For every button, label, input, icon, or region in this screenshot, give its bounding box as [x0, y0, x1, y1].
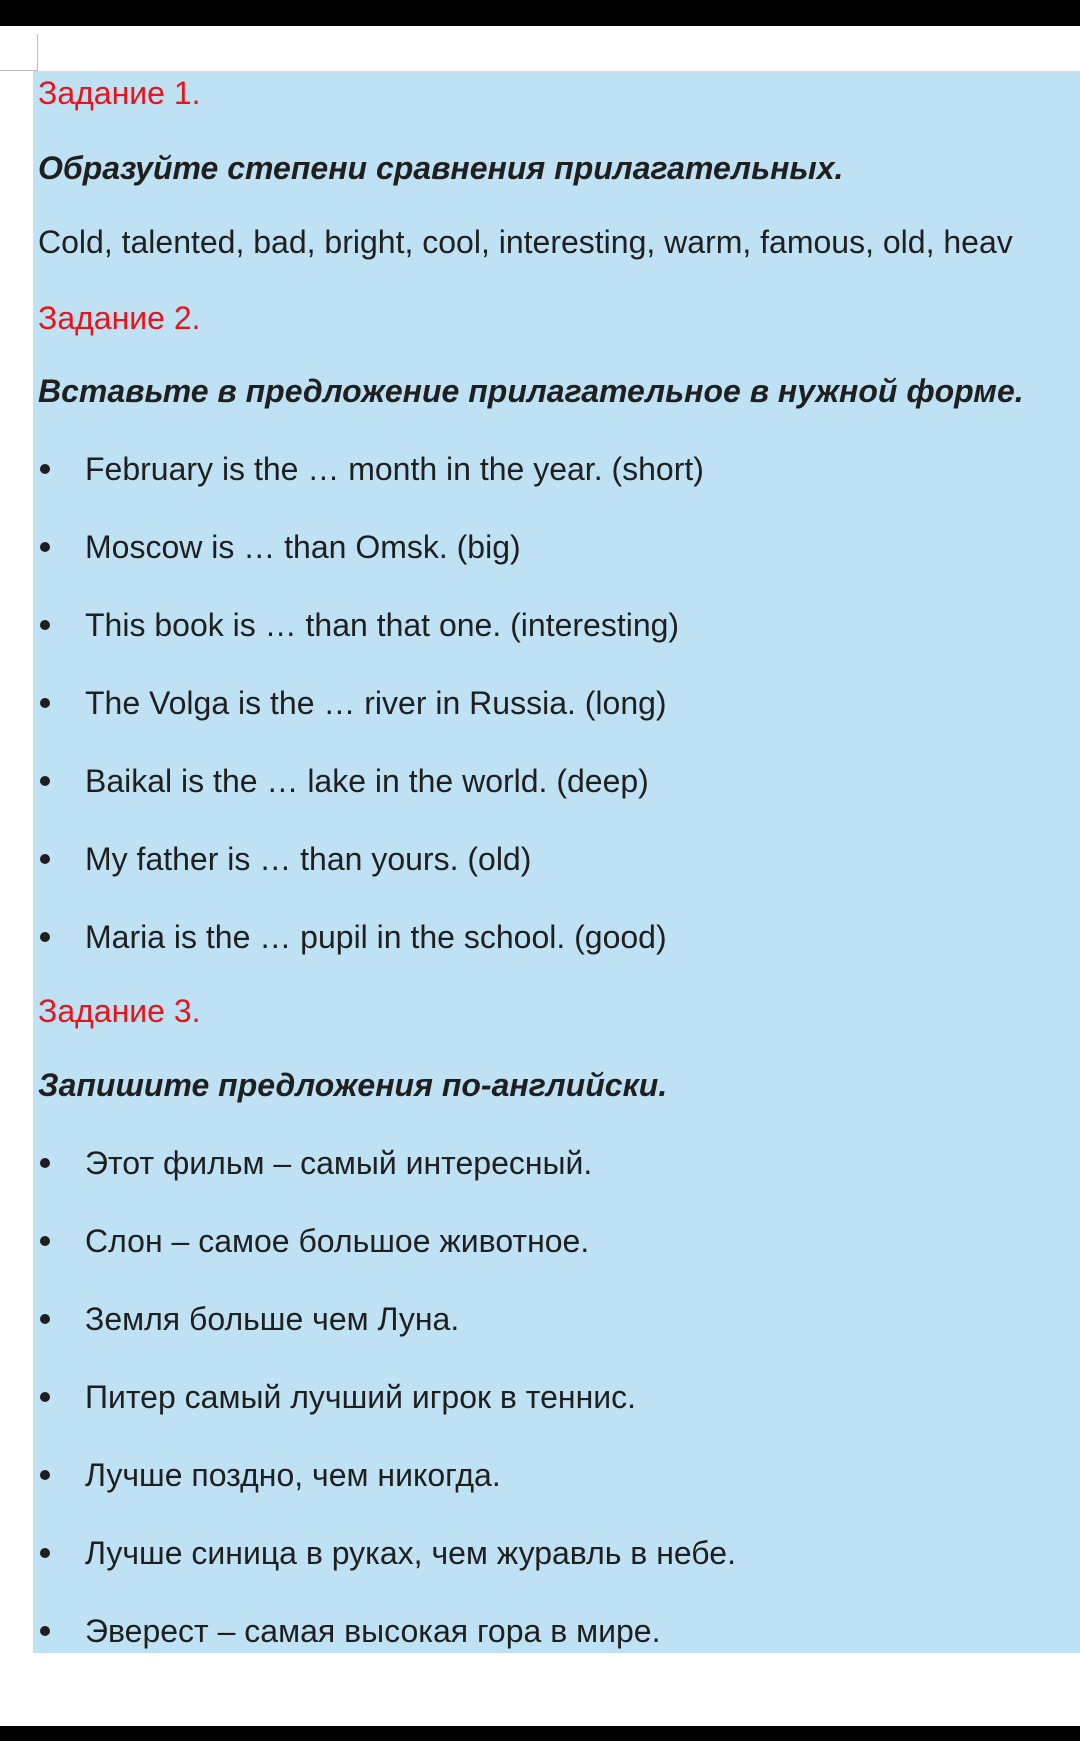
task3-item-text: Земля больше чем Луна. — [85, 1301, 460, 1337]
task3-heading: Задание 3. — [38, 993, 201, 1029]
task1-instruction: Образуйте степени сравнения прилагательных. — [38, 150, 844, 186]
bottom-navigation-bar — [0, 1726, 1080, 1741]
bullet-icon — [40, 1470, 50, 1480]
document-content — [33, 71, 1080, 1653]
task1-word-list: Cold, talented, bad, bright, cool, interesting, warm, famous, old, heav — [38, 224, 1013, 260]
bullet-icon — [40, 1236, 50, 1246]
bullet-icon — [40, 464, 50, 474]
task3-item-text: Лучше синица в руках, чем журавль в небе. — [85, 1535, 736, 1571]
task2-instruction: Вставьте в предложение прилагательное в нужной форме. — [38, 373, 1024, 409]
task2-item-text: February is the … month in the year. (short) — [85, 451, 704, 487]
bullet-icon — [40, 1626, 50, 1636]
task3-item-text: Лучше поздно, чем никогда. — [85, 1457, 501, 1493]
task3-item-text: Слон – самое большое животное. — [85, 1223, 590, 1259]
bullet-icon — [40, 854, 50, 864]
task2-item-text: Moscow is … than Omsk. (big) — [85, 529, 521, 565]
task3-item-text: Этот фильм – самый интересный. — [85, 1145, 593, 1181]
task2-item-text: Maria is the … pupil in the school. (good) — [85, 919, 667, 955]
task3-instruction: Запишите предложения по-английски. — [38, 1067, 668, 1103]
bullet-icon — [40, 1158, 50, 1168]
task1-heading: Задание 1. — [38, 75, 201, 111]
page-corner-mark-vertical — [37, 34, 38, 70]
top-status-bar — [0, 0, 1080, 26]
bullet-icon — [40, 698, 50, 708]
task2-item-text: This book is … than that one. (interesting) — [85, 607, 680, 643]
bullet-icon — [40, 932, 50, 942]
task3-item-text: Эверест – самая высокая гора в мире. — [85, 1613, 661, 1649]
bullet-icon — [40, 620, 50, 630]
task2-item-text: The Volga is the … river in Russia. (long) — [85, 685, 667, 721]
task3-item-text: Питер самый лучший игрок в теннис. — [85, 1379, 636, 1415]
task2-heading: Задание 2. — [38, 300, 201, 336]
bullet-icon — [40, 1548, 50, 1558]
task2-item-text: My father is … than yours. (old) — [85, 841, 532, 877]
bullet-icon — [40, 542, 50, 552]
bullet-icon — [40, 1314, 50, 1324]
task2-item-text: Baikal is the … lake in the world. (deep) — [85, 763, 649, 799]
bullet-icon — [40, 1392, 50, 1402]
bullet-icon — [40, 776, 50, 786]
